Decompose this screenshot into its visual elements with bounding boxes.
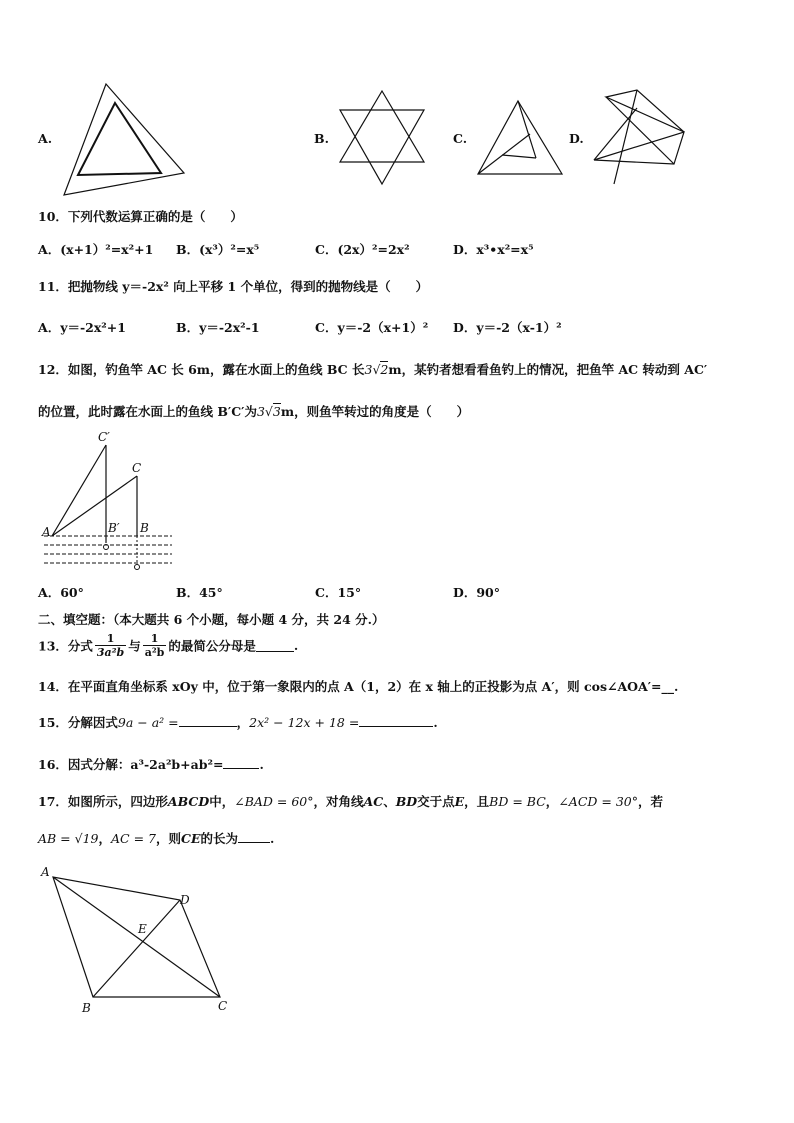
- q11-option-b: B．y＝-2x²-1: [176, 320, 260, 335]
- q10-stem: 10．下列代数运算正确的是（ ）: [38, 209, 243, 224]
- q12-option-a: A．60°: [38, 585, 84, 600]
- q11-option-d: D．y＝-2（x-1）²: [453, 320, 562, 335]
- q12-label-c: C: [132, 461, 142, 475]
- q10-option-d: D．x³•x²=x⁵: [453, 242, 534, 257]
- q9-figure-c: [476, 98, 566, 180]
- q17-line2: AB = √19，AC = 7，则CE的长为 .: [38, 831, 275, 846]
- q11-option-c: C．y＝-2（x+1）²: [315, 320, 429, 335]
- q15-line: 15．分解因式9a − a² = ，2x² − 12x + 18 = .: [38, 715, 438, 730]
- q11-stem: 11．把抛物线 y＝-2x² 向上平移 1 个单位，得到的抛物线是（ ）: [38, 279, 429, 294]
- q16-line: 16．因式分解：a³-2a²b+ab²= .: [38, 757, 264, 772]
- q14-line: 14．在平面直角坐标系 xOy 中，位于第一象限内的点 A（1，2）在 x 轴上的正投影为点 A′，则 cos∠AOA′=__.: [38, 679, 679, 694]
- q17-answer-blank[interactable]: [238, 830, 270, 843]
- q12-label-b-prime: B′: [108, 521, 120, 535]
- q11-option-a: A．y＝-2x²+1: [38, 320, 126, 335]
- q12-line1: 12．如图，钓鱼竿 AC 长 6m，露在水面上的鱼线 BC 长3√2m，某钓者想看看鱼钓上的情况，把鱼竿 AC 转动到 AC′: [38, 362, 708, 377]
- q10-option-b: B．(x³）²=x⁵: [176, 242, 260, 257]
- q17-label-a: A: [41, 865, 50, 879]
- q9-figure-b: [335, 88, 435, 188]
- q12-fishing-figure: [40, 428, 180, 576]
- q12-radical-3sqrt3: 3√3: [256, 404, 281, 419]
- q9-figure-d: [592, 88, 692, 188]
- q13-answer-blank[interactable]: [256, 639, 294, 652]
- q12-radical-3sqrt2: 3√2: [364, 362, 389, 377]
- q16-answer-blank[interactable]: [223, 756, 259, 769]
- q12-label-c-prime: C′: [98, 430, 110, 444]
- q10-option-c: C．(2x）²=2x²: [315, 242, 410, 257]
- q17-label-d: D: [180, 893, 190, 907]
- q13-fraction-1: $\frac{1}{\text{3a²b}}$: [96, 632, 125, 659]
- q12-option-c: C．15°: [315, 585, 362, 600]
- q9-option-d-label: D.: [569, 131, 584, 146]
- q9-option-c-label: C.: [453, 131, 468, 146]
- q12-label-a: A: [42, 525, 51, 539]
- q12-label-b: B: [140, 521, 149, 535]
- q9-option-a-label: A.: [38, 131, 53, 146]
- q17-label-c: C: [218, 999, 228, 1013]
- q9-figure-a: [60, 80, 190, 200]
- q17-quadrilateral-figure: [38, 862, 238, 1022]
- section-2-heading: 二、填空题：（本大题共 6 个小题，每小题 4 分，共 24 分.）: [38, 612, 385, 627]
- q17-label-e: E: [138, 922, 147, 936]
- q15-answer-blank-1[interactable]: [179, 714, 237, 727]
- q12-line2: 的位置，此时露在水面上的鱼线 B′C′为3√3m，则鱼竿转过的角度是（ ）: [38, 404, 470, 419]
- q12-option-d: D．90°: [453, 585, 500, 600]
- q12-option-b: B．45°: [176, 585, 223, 600]
- q13-line: 13．分式 $\frac{1}{\text{3a²b}}$ 与 $\frac{1}{\text{a²b}}$ 的最简公分母是 .: [38, 632, 299, 659]
- q15-answer-blank-2[interactable]: [359, 714, 433, 727]
- q10-option-a: A．(x+1）²=x²+1: [38, 242, 154, 257]
- q13-fraction-2: $\frac{1}{\text{a²b}}$: [144, 632, 165, 659]
- q9-option-b-label: B.: [314, 131, 329, 146]
- q17-line1: 17．如图所示，四边形ABCD中，∠BAD = 60°，对角线AC、BD交于点E，且BD = BC，∠ACD = 30°，若: [38, 794, 663, 809]
- q17-label-b: B: [82, 1001, 91, 1015]
